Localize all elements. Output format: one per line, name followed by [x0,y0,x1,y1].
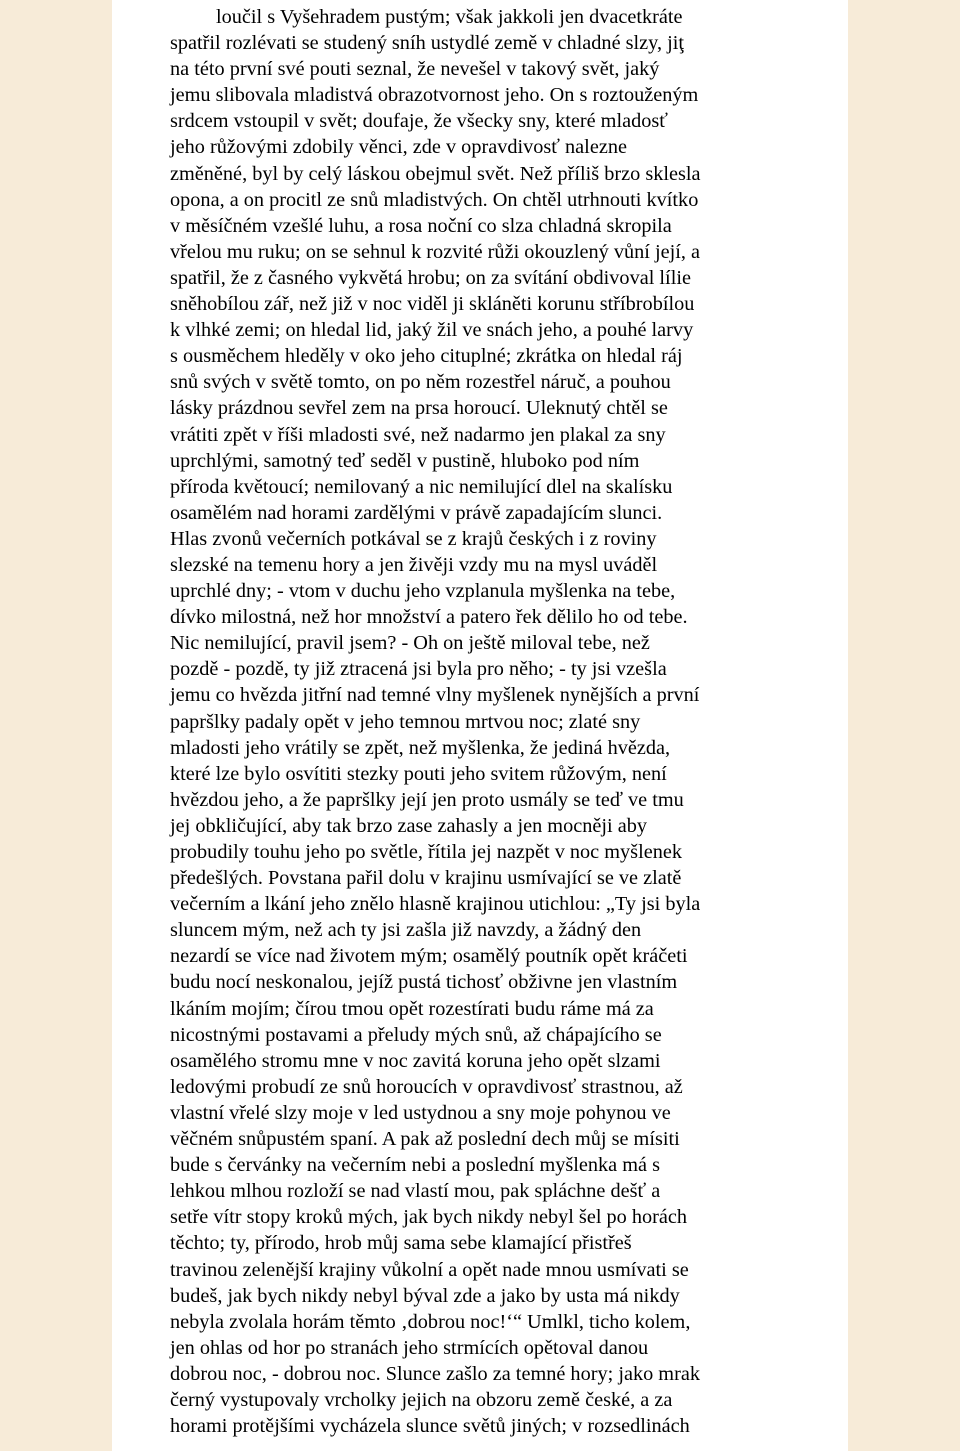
text-line: dívko milostná, než hor množství a patero řek dělilo ho od tebe. [170,606,688,629]
text-line: předešlých. Povstana pařil dolu v krajinu usmívající se ve zlatě [170,867,682,890]
text-line: opona, a on procitl ze snů mladistvých. On chtěl utrhnouti kvítko [170,188,699,211]
text-line: osamělého stromu mne v noc zavitá koruna jeho opět slzami [170,1049,661,1072]
text-line: srdcem vstoupil v svět; doufaje, že všecky sny, které mladosť [170,110,668,133]
text-line: vrátiti zpět v říši mladosti své, než nadarmo jen plakal za sny [170,423,666,446]
text-line: budu nocí neskonalou, jejíž pustá tichosť obživne jen vlastním [170,971,678,994]
text-line: spatřil rozlévati se studený sníh ustydlé země v chladné slzy, jiţ [170,32,685,55]
text-line: večerním a lkání jeho znělo hlasně krajinou utichlou: „Ty jsi byla [170,893,701,916]
text-line: jeho růžovými zdobily věnci, zde v opravdivosť nalezne [170,136,627,159]
text-line: uprchlými, samotný teď seděl v pustině, hluboko pod ním [170,449,640,472]
text-line: budeš, jak bych nikdy nebyl býval zde a jako by usta má nikdy [170,1284,680,1307]
text-line: sluncem mým, než ach ty jsi zašla již navzdy, a žádný den [170,919,642,942]
text-line: lkáním mojím; čírou tmou opět rozestírati budu ráme má za [170,997,654,1020]
text-line: ledovými probudí ze snů horoucích v opravdivosť strastnou, až [170,1075,683,1098]
text-line: spatřil, že z časného vykvětá hrobu; on za svítání obdivoval lílie [170,266,691,289]
text-line: na této první své pouti seznal, že nevešel v takový svět, jaký [170,58,660,81]
text-line: nebyla zvolala horám těmto ‚dobrou noc!‘“ Umlkl, ticho kolem, [170,1310,691,1333]
text-line: travinou zelenější krajiny vůkolní a opět nade mnou usmívati se [170,1258,689,1281]
text-line: Hlas zvonů večerních potkával se z krajů českých i z roviny [170,527,657,550]
text-line: jemu co hvězda jitřní nad temné vlny myšlenek nynějších a první [170,684,700,707]
text-line: osamělém nad horami zardělými v právě zapadajícím slunci. [170,501,663,524]
text-line: mladosti jeho vrátily se zpět, než myšlenka, že jediná hvězda, [170,736,671,759]
text-line: probudily touhu jeho po světle, řítila jej nazpět v noc myšlenek [170,841,682,863]
text-line: slezské na temenu hory a jen živěji vzdy mu na mysl uváděl [170,553,658,576]
text-line: nezardí se více nad životem mým; osamělý poutník opět kráčeti [170,945,688,968]
text-line: dobrou noc, - dobrou noc. Slunce zašlo za temné hory; jako mrak [170,1362,700,1385]
text-line: v měsíčném vzešlé luhu, a rosa noční co slza chladná skropila [170,214,672,237]
text-line: setře vítr stopy kroků mých, jak bych nikdy nebyl šel po horách [170,1206,688,1229]
text-line: loučil s Vyšehradem pustým; však jakkoli jen dvacetkráte [216,6,683,28]
right-margin-band [848,0,960,1451]
text-line: příroda květoucí; nemilovaný a nic nemilující dlel na skalísku [170,475,673,498]
text-line: vřelou mu ruku; on se sehnul k rozvité růži okouzlený vůní její, a [170,240,701,263]
text-line: černý vystupovaly vrcholky jejich na obzoru země české, a za [170,1388,673,1411]
left-margin-band [0,0,112,1451]
text-line: jen ohlas od hor po stranách jeho strmících opětoval danou [170,1336,649,1359]
text-line: jej obkličující, aby tak brzo zase zahasly a jen mocněji aby [170,814,647,837]
text-line: věčném snůpustém spaní. A pak až poslední dech můj se mísiti [170,1128,680,1151]
text-line: k vlhké zemi; on hledal lid, jaký žil ve snách jeho, a pouhé larvy [170,319,694,342]
text-line: bude s červánky na večerním nebi a poslední myšlenka má s [170,1154,660,1177]
text-line: které lze bylo osvítiti stezky pouti jeho svitem růžovým, není [170,762,667,785]
text-line: lehkou mlhou rozloží se nad vlastí mou, pak spláchne dešť a [170,1180,661,1203]
text-line: jemu slibovala mladistvá obrazotvornost jeho. On s roztouženým [170,84,699,107]
body-text [170,4,810,1439]
text-line: vlastní vřelé slzy moje v led ustydnou a sny moje pohynou ve [170,1101,671,1124]
text-line: papršlky padaly opět v jeho temnou mrtvou noc; zlaté sny [170,710,641,733]
text-line: uprchlé dny; - vtom v duchu jeho vzplanula myšlenka na tebe, [170,580,676,603]
text-line: Nic nemilující, pravil jsem? - Oh on ještě miloval tebe, než [170,632,650,655]
text-line: změněné, byl by celý láskou obejmul svět. Než příliš brzo sklesla [170,162,701,185]
text-line: pozdě - pozdě, ty již ztracená jsi byla pro něho; - ty jsi vzešla [170,658,667,681]
text-line: s ousměchem hleděly v oko jeho cituplné; zkrátka on hledal ráj [170,345,683,368]
text-line: hvězdou jeho, a že papršlky její jen proto usmály se teď ve tmu [170,788,684,811]
text-line: sněhobílou zář, než již v noc viděl ji skláněti korunu stříbrobílou [170,293,695,316]
text-line: snů svých v světě tomto, on po něm rozestřel náruč, a pouhou [170,371,671,394]
text-line: horami protějšími vycházela slunce světů jiných; v rozsedlinách [170,1415,690,1438]
text-line: lásky prázdnou sevřel zem na prsa horoucí. Uleknutý chtěl se [170,397,668,420]
text-line: těchto; ty, přírodo, hrob můj sama sebe klamající přistřeš [170,1232,632,1255]
text-line: nicostnými postavami a přeludy mých snů, až chápajícího se [170,1023,662,1046]
